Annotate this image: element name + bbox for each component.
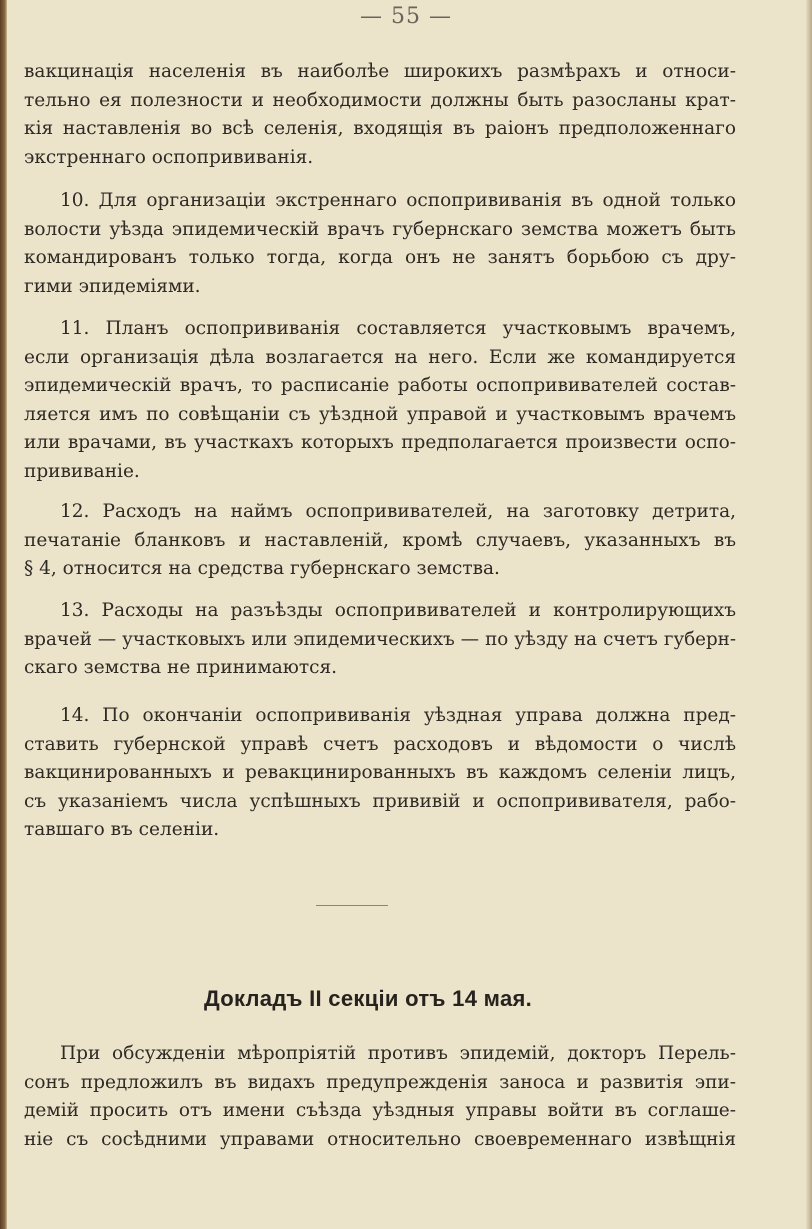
text-line: если организація дѣла возлагается на него. Если же командируется	[24, 346, 736, 368]
page-number: — 55 —	[360, 4, 452, 29]
text-line: эпидемическій врачъ, то расписаніе работы оспопрививателей состав-	[24, 375, 736, 396]
text-line: командированъ только тогда, когда онъ не занятъ борьбою съ дру-	[24, 247, 736, 268]
text-line: вакцинація населенія въ наиболѣе широкихъ размѣрахъ и относи-	[24, 61, 736, 82]
text-line: скаго земства не принимаются.	[24, 657, 338, 678]
text-line: прививаніе.	[24, 460, 140, 482]
text-line: врачей — участковыхъ или эпидемическихъ — по уѣзду на счетъ губерн-	[24, 628, 736, 650]
text-line: 13. Расходы на разъѣзды оспопрививателей и контролирующихъ	[60, 600, 736, 621]
text-line: ляется имъ по совѣщаніи съ уѣздной управой и участковымъ врачемъ	[24, 403, 736, 425]
text-line: тавшаго въ селеніи.	[24, 819, 220, 840]
section-heading: Докладъ II секціи отъ 14 мая.	[203, 986, 533, 1011]
paragraph-item-14	[24, 702, 736, 845]
paragraph-item-10	[24, 187, 736, 301]
text-line: § 4, относится на средства губернскаго земства.	[24, 558, 500, 579]
text-line: или врачами, въ участкахъ которыхъ предполагается произвести оспо-	[24, 432, 736, 453]
text-line: 12. Расходъ на наймъ оспопрививателей, на заготовку детрита,	[60, 501, 736, 522]
text-line: экстреннаго оспопрививанія.	[24, 146, 314, 168]
page-right-edge	[806, 0, 812, 1229]
text-line: вакцинированныхъ и ревакцинированныхъ въ каждомъ селеніи лицъ,	[24, 762, 736, 783]
section-divider	[316, 905, 388, 906]
text-line: демій просить отъ имени съѣзда уѣздныя управы войти въ соглаше-	[24, 1100, 736, 1121]
text-line: съ указаніемъ числа успѣшныхъ прививій и оспопрививателя, рабо-	[24, 790, 736, 812]
text-line: При обсужденіи мѣропріятій противъ эпидемій, докторъ Перель-	[60, 1043, 736, 1064]
text-line: гими эпидеміями.	[24, 275, 201, 297]
book-binding-edge	[0, 0, 7, 1229]
text-line: ставить губернской управѣ счетъ расходовъ и вѣдомости о числѣ	[24, 733, 736, 755]
text-line: сонъ предложилъ въ видахъ предупрежденія заноса и развитія эпи-	[24, 1071, 736, 1093]
text-line: 10. Для организаціи экстреннаго оспопрививанія въ одной только	[60, 190, 736, 211]
text-line: 14. По окончаніи оспопрививанія уѣздная управа должна пред-	[60, 705, 736, 726]
text-line: ніе съ сосѣдними управами относительно своевременнаго извѣщнія	[24, 1128, 736, 1150]
text-line: кія наставленія во всѣ селенія, входящія въ раіонъ предположеннаго	[24, 118, 736, 139]
paragraph-vaccination-instructions	[24, 58, 736, 172]
text-line: волости уѣзда эпидемическій врачъ губернскаго земства можетъ быть	[24, 218, 736, 240]
paragraph-item-13	[24, 597, 736, 683]
paragraph-item-12	[24, 498, 736, 584]
text-line: 11. Планъ оспопрививанія составляется участковымъ врачемъ,	[60, 318, 736, 339]
paragraph-report-intro	[24, 1040, 736, 1154]
text-line: тельно ея полезности и необходимости должны быть разосланы крат-	[24, 89, 736, 111]
text-line: печатаніе бланковъ и наставленій, кромѣ случаевъ, указанныхъ въ	[24, 529, 736, 551]
paragraph-item-11	[24, 315, 736, 486]
